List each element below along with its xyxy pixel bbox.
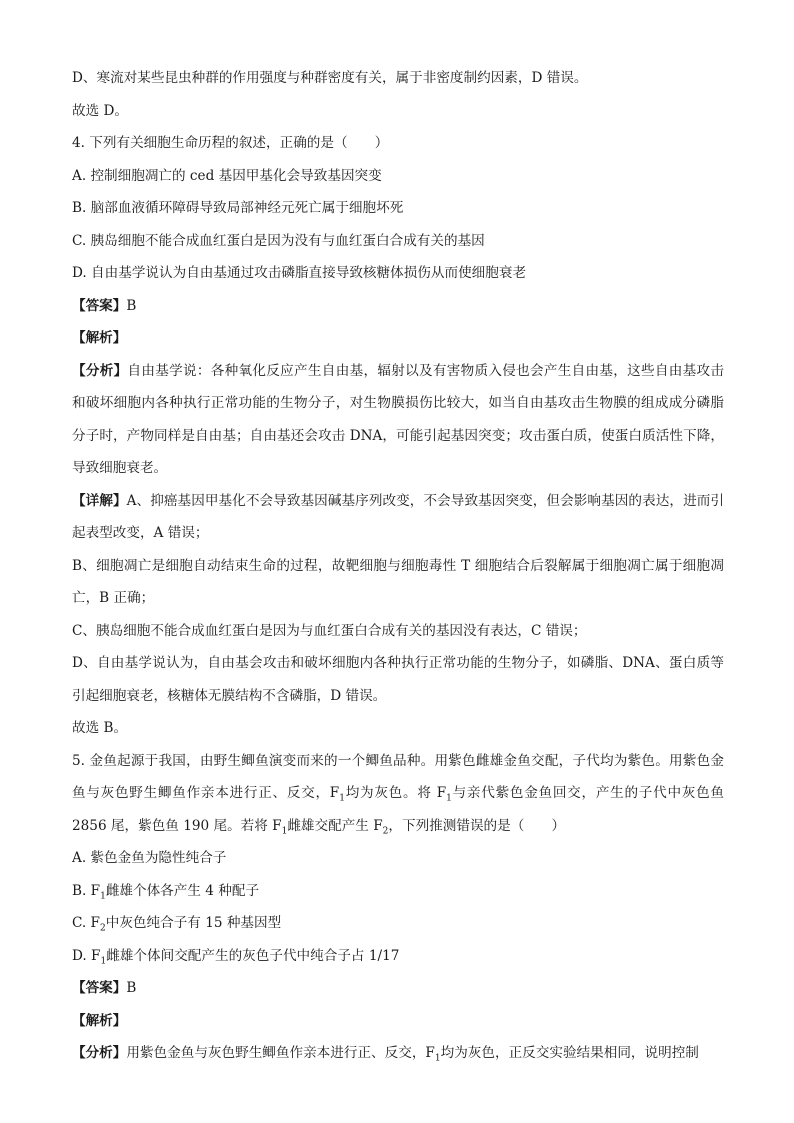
answer-value: B	[126, 980, 137, 996]
answer-tag: 【答案】	[72, 980, 127, 996]
subscript: 1	[434, 1053, 441, 1064]
analysis-text: 用紫色金鱼与灰色野生鲫鱼作亲本进行正、反交，F	[126, 1045, 435, 1061]
text-line: 故选 D。	[72, 102, 129, 119]
analysis-tag: 【解析】	[72, 1012, 127, 1029]
question-4-detail	[72, 485, 724, 550]
analysis-text: 均为灰色，正反交实验结果相同，说明控制	[440, 1045, 699, 1061]
subscript: 1	[281, 826, 288, 837]
option-prefix: D. F	[72, 947, 101, 964]
text-line: D、寒流对某些昆虫种群的作用强度与种群密度有关，属于非密度制约因素，D 错误。	[72, 70, 588, 86]
subscript: 1	[100, 891, 106, 902]
stem-part: 与亲代紫色金鱼回交，产生的子代中灰色鱼 2856 尾，紫色鱼 190 尾。若将 F	[72, 785, 725, 834]
option-prefix: B. F	[72, 882, 101, 899]
question-5-analysis	[72, 1037, 724, 1070]
question-4-option-c: C. 胰岛细胞不能合成血红蛋白是因为没有与血红蛋白合成有关的基因	[72, 232, 485, 249]
analysis-text: 自由基学说：各种氧化反应产生自由基，辐射以及有害物质入侵也会产生自由基，这些自由基攻击和破坏细胞内各种执行正常功能的生物分子，对生物膜损伤比较大，如当自由基攻击生物膜的组成成分磷脂分子时，产物同样是自由基；自由基还会攻击 DNA，可能引起基因突变；攻击蛋白质，使蛋白质活性下降，导致细胞衰老。	[72, 362, 724, 476]
question-4-detail-d: D、自由基学说认为，自由基会攻击和破坏细胞内各种执行正常功能的生物分子，如磷脂、DNA、蛋白质等引起细胞衰老，核糖体无膜结构不含磷脂，D 错误。	[72, 655, 724, 704]
question-5-stem	[72, 745, 724, 843]
subscript: 2	[100, 923, 106, 934]
question-4-option-a: A. 控制细胞凋亡的 ced 基因甲基化会导致基因突变	[72, 167, 382, 184]
question-4-option-d: D. 自由基学说认为自由基通过攻击磷脂直接导致核糖体损伤从而使细胞衰老	[72, 265, 527, 281]
detail-text: A、抑癌基因甲基化不会导致基因碱基序列改变，不会导致基因突变，但会影响基因的表达，进而引起表型改变，A 错误；	[72, 492, 724, 541]
document-page	[72, 62, 724, 1070]
subscript: 1	[100, 956, 107, 967]
analysis-subtag: 【分析】	[72, 362, 128, 379]
question-5-answer	[72, 972, 724, 1005]
stem-part: 5. 金鱼起源于我国，由野生鲫鱼演变而来的一个鲫鱼品种。用紫色雌雄金鱼交配，子代均为紫色。用紫色金鱼与灰色野生鲫鱼作亲本进行正、反交，F	[72, 752, 724, 801]
subscript: 1	[339, 793, 345, 804]
stem-part: 均为灰色。将 F	[344, 785, 447, 801]
question-4-conclusion: 故选 B。	[72, 720, 128, 736]
question-4-detail-b: B、细胞凋亡是细胞自动结束生命的过程，故靶细胞与细胞毒性 T 细胞结合后裂解属于细胞凋亡属于细胞凋亡，B 正确；	[72, 557, 724, 606]
question-5-option-a: A. 紫色金鱼为隐性纯合子	[72, 850, 227, 866]
option-text: 中灰色纯合子有 15 种基因型	[105, 915, 282, 931]
stem-part: ，下列推测错误的是（ ）	[388, 817, 566, 834]
question-4-answer	[72, 290, 724, 323]
question-5-option-b	[72, 875, 724, 908]
stem-part: 雌雄交配产生 F	[287, 817, 383, 834]
question-5-option-c	[72, 907, 724, 940]
analysis-subtag: 【分析】	[72, 1045, 127, 1061]
option-text: 雌雄个体各产生 4 种配子	[105, 882, 260, 899]
question-4-detail-c: C、胰岛细胞不能合成血红蛋白是因为与血红蛋白合成有关的基因没有表达，C 错误；	[72, 622, 587, 639]
question-4-analysis	[72, 355, 724, 485]
subscript: 2	[382, 826, 389, 837]
answer-value: B	[126, 297, 137, 314]
answer-tag: 【答案】	[72, 297, 127, 314]
option-prefix: C. F	[72, 915, 100, 931]
detail-tag: 【详解】	[72, 492, 127, 509]
analysis-tag: 【解析】	[72, 330, 127, 346]
question-4-stem: 4. 下列有关细胞生命历程的叙述，正确的是（ ）	[72, 135, 389, 151]
question-5-option-d	[72, 940, 724, 973]
question-4-option-b: B. 脑部血液循环障碍导致局部神经元死亡属于细胞坏死	[72, 200, 404, 216]
subscript: 1	[446, 793, 452, 804]
option-text: 雌雄个体间交配产生的灰色子代中纯合子占 1/17	[106, 947, 400, 964]
